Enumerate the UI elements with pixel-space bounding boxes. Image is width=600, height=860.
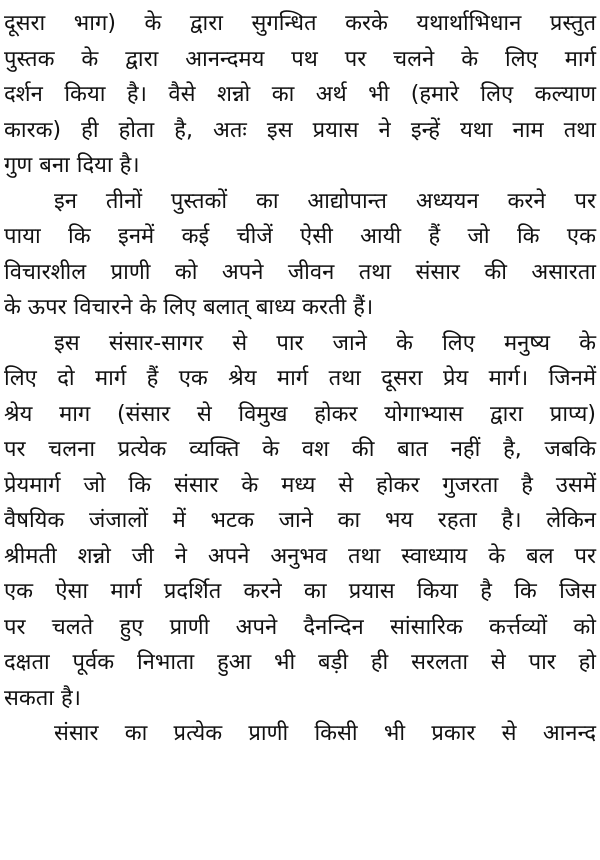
text-line: कारक) ही होता है, अतः इस प्रयास ने इन्हें यथा नाम तथा [4, 117, 596, 143]
text-line: वैषयिक जंजालों में भटक जाने का भय रहता है। लेकिन [4, 508, 596, 533]
text-line: लिए दो मार्ग हैं एक श्रेय मार्ग तथा दूसरा प्रेय मार्ग। जिनमें [4, 366, 596, 391]
paragraph-1 [4, 6, 596, 184]
text-line: इन तीनों पुस्तकों का आद्योपान्त अध्ययन करने पर [54, 188, 596, 214]
text-line: पाया कि इनमें कई चीजें ऐसी आयी हैं जो कि एक [4, 224, 596, 249]
text-line: श्रेय माग (संसार से विमुख होकर योगाभ्यास द्वारा प्राप्य) [4, 401, 596, 427]
text-line: पर चलते हुए प्राणी अपने दैनन्दिन सांसारिक कर्त्तव्यों को [4, 614, 596, 640]
text-line: श्रीमती शन्नो जी ने अपने अनुभव तथा स्वाध्याय के बल पर [4, 543, 596, 569]
text-line: प्रेयमार्ग जो कि संसार के मध्य से होकर गुजरता है उसमें [4, 472, 596, 498]
text-line: दूसरा भाग) के द्वारा सुगन्धित करके यथार्थाभिधान प्रस्तुत [4, 11, 596, 36]
text-line: दक्षता पूर्वक निभाता हुआ भी बड़ी ही सरलता से पार हो [4, 650, 596, 675]
text-line: संसार का प्रत्येक प्राणी किसी भी प्रकार से आनन्द [54, 721, 596, 746]
paragraph-2 [4, 184, 596, 326]
text-line: विचारशील प्राणी को अपने जीवन तथा संसार की असारता [4, 259, 596, 285]
text-line: पुस्तक के द्वारा आनन्दमय पथ पर चलने के लिए मार्ग [4, 46, 596, 72]
text-line: इस संसार-सागर से पार जाने के लिए मनुष्य के [54, 330, 596, 356]
text-line: गुण बना दिया है। [4, 153, 140, 178]
text-line: एक ऐसा मार्ग प्रदर्शित करने का प्रयास किया है कि जिस [4, 579, 596, 604]
text-line: सकता है। [4, 685, 82, 711]
text-line: पर चलना प्रत्येक व्यक्ति के वश की बात नहीं है, जबकि [4, 437, 596, 462]
paragraph-4 [4, 716, 596, 752]
paragraph-3 [4, 326, 596, 717]
text-line: दर्शन किया है। वैसे शन्नो का अर्थ भी (हमारे लिए कल्याण [4, 82, 596, 107]
text-line: के ऊपर विचारने के लिए बलात् बाध्य करती हैं। [4, 295, 374, 320]
